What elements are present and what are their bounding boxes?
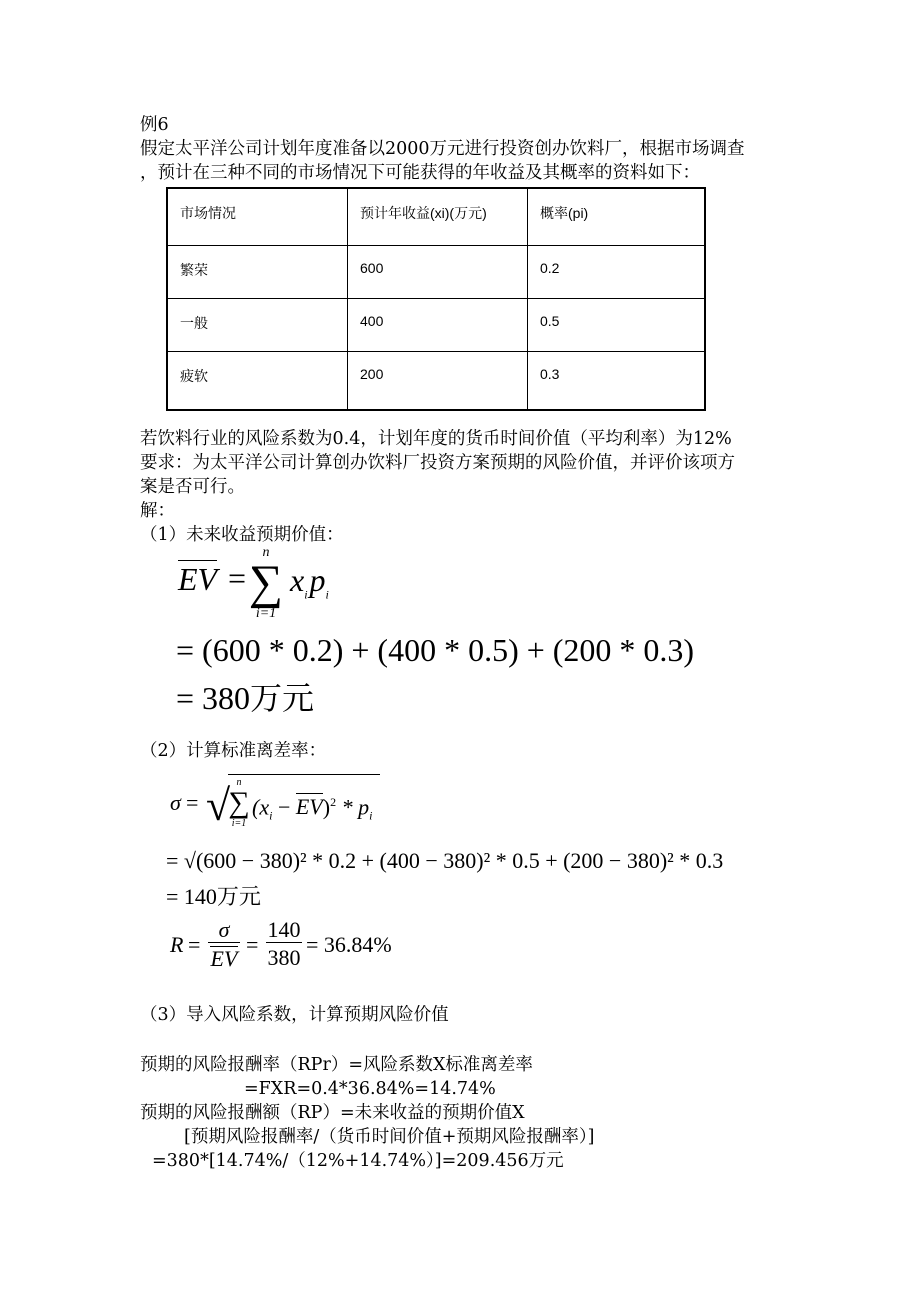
term-close: )	[322, 794, 331, 820]
table-cell: 600	[348, 246, 528, 298]
table-cell: 200	[348, 352, 528, 409]
p-symbol: p	[309, 562, 326, 598]
times-p: * p	[336, 794, 370, 820]
sqrt-icon: √	[206, 781, 231, 830]
table-cell: 0.3	[540, 366, 560, 382]
equals-sign: =	[186, 790, 199, 815]
ev-result: = 380万元	[176, 680, 315, 716]
rpr-line-1: 预期的风险报酬率（RPr）=风险系数X标准离差率	[140, 1055, 533, 1075]
sigma-calculation: = √(600 − 380)² * 0.2 + (400 − 380)² * 0.5 + (200 − 380)² * 0.3	[166, 848, 724, 873]
summation	[246, 546, 286, 622]
sigma-symbol: σ	[170, 790, 181, 815]
equals-sign: =	[246, 932, 259, 957]
table-cell: 繁荣	[168, 246, 348, 298]
equals-sign: =	[188, 932, 201, 957]
x-subscript: i	[304, 587, 308, 602]
term-minus: −	[272, 794, 296, 820]
fraction-140-380	[266, 918, 302, 970]
p-subscript: i	[325, 587, 329, 602]
x-symbol: x	[290, 562, 305, 598]
square-exponent: 2	[330, 795, 337, 809]
table-row	[168, 246, 704, 299]
requirement-line-1: 要求：为太平洋公司计算创办饮料厂投资方案预期的风险价值，并评价该项方	[140, 453, 735, 473]
sigma-term	[252, 790, 372, 828]
step3-title: （3）导入风险系数，计算预期风险价值	[140, 1005, 449, 1025]
table-row	[168, 299, 704, 352]
term-open: (x	[252, 794, 270, 820]
sum-upper-limit: n	[236, 777, 242, 788]
sum-term	[290, 562, 329, 612]
step1-title: （1）未来收益预期价值：	[140, 525, 344, 545]
example-heading: 例6	[140, 115, 169, 135]
ev-symbol: EV	[178, 561, 218, 597]
table-cell: 疲软	[168, 352, 348, 409]
table-header: 概率(pi)	[540, 205, 589, 221]
table-cell: 0.5	[540, 313, 560, 329]
solution-label: 解：	[140, 501, 175, 521]
sum-lower-limit: i=1	[255, 606, 277, 621]
fraction-denominator: 380	[267, 945, 301, 970]
fraction-numerator: 140	[267, 917, 301, 942]
intro-line-2: ，预计在三种不同的市场情况下可能获得的年收益及其概率的资料如下：	[140, 163, 700, 183]
r-formula	[170, 918, 430, 974]
intro-line-1: 假定太平洋公司计划年度准备以2000万元进行投资创办饮料厂，根据市场调查	[140, 139, 745, 159]
r-result: = 36.84%	[306, 932, 392, 957]
rp-line-2: [预期风险报酬率/（货币时间价值+预期风险报酬率）]	[184, 1127, 595, 1147]
table-header-row	[168, 189, 704, 246]
p-subscript: i	[369, 808, 373, 823]
risk-coefficient-text: 若饮料行业的风险系数为0.4，计划年度的货币时间价值（平均利率）为12%	[140, 429, 732, 449]
ev-calculation: = (600 * 0.2) + (400 * 0.5) + (200 * 0.3)	[176, 632, 695, 668]
sigma-icon: ∑	[248, 556, 284, 609]
rpr-line-2: =FXR=0.4*36.84%=14.74%	[244, 1079, 496, 1099]
table-row	[168, 352, 704, 409]
rp-line-1: 预期的风险报酬额（RP）=未来收益的预期价值X	[140, 1103, 525, 1123]
sigma-icon: ∑	[228, 786, 250, 819]
table-cell: 一般	[168, 299, 348, 351]
step2-title: （2）计算标准离差率：	[140, 741, 327, 761]
sum-upper-limit: n	[262, 545, 270, 560]
term-subscript: i	[269, 808, 273, 823]
market-table	[166, 187, 706, 411]
table-cell: 0.2	[540, 260, 560, 276]
requirement-line-2: 案是否可行。	[140, 477, 245, 497]
fraction-sigma-ev	[208, 918, 240, 971]
table-cell: 400	[348, 299, 528, 351]
sum-lower-limit: i=1	[231, 818, 247, 829]
r-symbol: R	[170, 932, 184, 957]
ev-symbol: EV	[295, 794, 323, 820]
table-header: 预计年收益(xi)(万元)	[348, 189, 528, 245]
sigma-formula	[170, 776, 390, 836]
table-header: 市场情况	[168, 189, 348, 245]
sqrt-bar	[228, 774, 380, 775]
fraction-denominator: EV	[210, 946, 238, 971]
equals-sign: =	[228, 560, 247, 596]
summation	[228, 778, 250, 830]
rp-line-3: =380*[14.74%/（12%+14.74%）]=209.456万元	[152, 1151, 564, 1171]
sigma-result: = 140万元	[166, 884, 261, 909]
fraction-numerator: σ	[208, 918, 240, 943]
